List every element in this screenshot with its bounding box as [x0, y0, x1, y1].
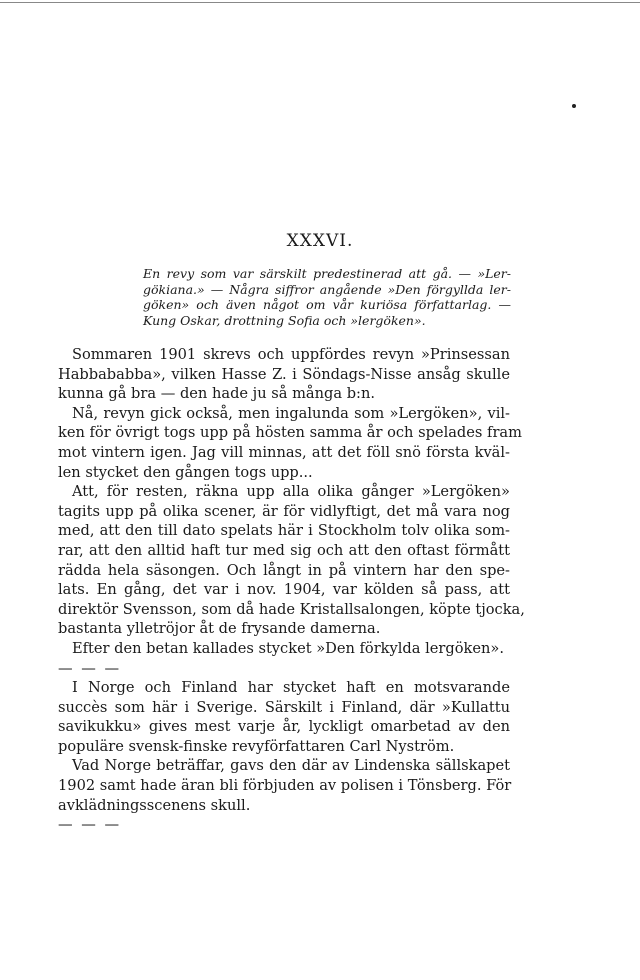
body-line: Efter den betan kallades stycket »Den förkylda lergöken». [72, 639, 504, 657]
body-line: savikukku» gives mest varje år, lyckligt omarbetad av den [58, 718, 510, 736]
section-separator: — — — [58, 816, 122, 834]
summary-line: Kung Oskar, drottning Sofia och »lergöken». [143, 312, 426, 328]
body-text [58, 345, 525, 835]
chapter-heading: XXXVI. [286, 231, 354, 251]
body-line: succès som här i Sverige. Särskilt i Finland, där »Kullattu [58, 698, 510, 716]
body-line: bastanta ylletröjor åt de frysande damerna. [58, 620, 381, 638]
body-line: I Norge och Finland har stycket haft en motsvarande [72, 679, 510, 697]
summary-line: gökiana.» — Några siffror angående »Den förgyllda ler- [143, 281, 511, 297]
body-line: rädda hela säsongen. Och långt in på vintern har den spe- [58, 561, 510, 579]
body-line: Nå, revyn gick också, men ingalunda som »Lergöken», vil- [72, 404, 510, 422]
body-line: Vad Norge beträffar, gavs den där av Lindenska sällskapet [72, 757, 510, 775]
ink-speck [572, 104, 576, 108]
body-line: tagits upp på olika scener, är för vidlyftigt, det må vara nog [58, 502, 510, 520]
section-separator: — — — [58, 659, 122, 677]
body-line: rar, att den alltid haft tur med sig och att den oftast förmått [58, 541, 510, 559]
body-line: Habbababba», vilken Hasse Z. i Söndags-Nisse ansåg skulle [58, 365, 510, 383]
body-line: kunna gå bra — den hade ju så många b:n. [58, 385, 375, 403]
body-line: direktör Svensson, som då hade Kristallsalongen, köpte tjocka, [58, 600, 525, 618]
body-line: mot vintern igen. Jag vill minnas, att det föll snö första kväl- [58, 443, 510, 461]
body-line: Sommaren 1901 skrevs och uppfördes revyn »Prinsessan [72, 346, 510, 363]
body-line: Att, för resten, räkna upp alla olika gånger »Lergöken» [72, 483, 510, 501]
summary-line: En revy som var särskilt predestinerad att gå. — »Ler- [143, 266, 511, 281]
summary-line: göken» och även något om vår kuriösa författarlag. — [143, 297, 511, 312]
body-line: populäre svensk-finske revyförfattaren Carl Nyström. [58, 737, 455, 755]
body-line: ken för övrigt togs upp på hösten samma år och spelades fram [58, 424, 522, 442]
chapter-summary [143, 266, 511, 328]
body-line: len stycket den gången togs upp... [58, 463, 313, 481]
body-line: avklädningsscenens skull. [58, 796, 251, 814]
body-line: 1902 samt hade äran bli förbjuden av polisen i Tönsberg. För [58, 777, 512, 795]
page-edge-line [0, 2, 640, 3]
body-line: med, att den till dato spelats här i Stockholm tolv olika som- [58, 522, 510, 540]
body-line: lats. En gång, det var i nov. 1904, var kölden så pass, att [58, 581, 510, 599]
